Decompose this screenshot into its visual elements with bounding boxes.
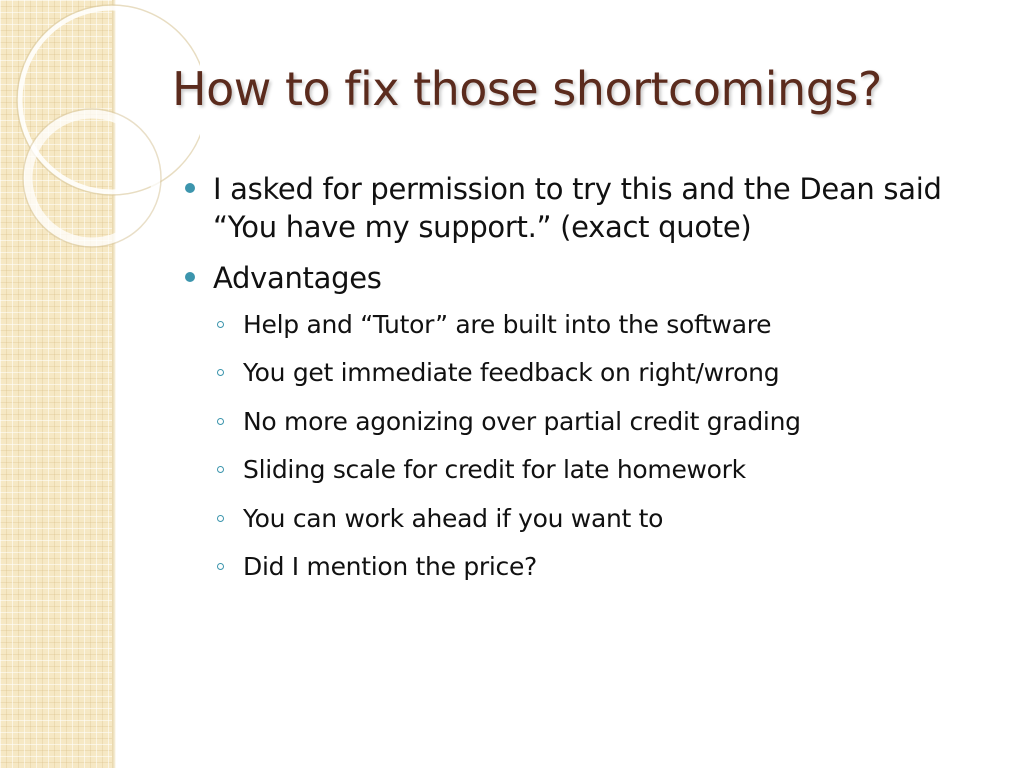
sub-bullet-text: Sliding scale for credit for late homework [243,455,746,485]
bullet-dot-icon [185,272,195,282]
sub-bullet-text: You can work ahead if you want to [243,503,664,533]
bullet-item [183,170,983,247]
sub-bullet-list [183,309,983,584]
ring-bullet-icon [217,321,224,328]
sub-bullet-item [183,357,983,390]
bullet-text: I asked for permission to try this and the Dean said “You have my support.” (exact quote) [213,172,942,245]
ring-bullet-icon [217,563,224,570]
sub-bullet-text: No more agonizing over partial credit grading [243,406,801,436]
decorative-rings [0,0,200,260]
decorative-ring-small-shade [23,109,161,247]
bullet-item [183,259,983,297]
sub-bullet-text: You get immediate feedback on right/wrong [243,358,780,388]
ring-bullet-icon [217,369,224,376]
sub-bullet-item [183,551,983,584]
sub-bullet-text: Did I mention the price? [243,552,538,582]
sub-bullet-item [183,454,983,487]
ring-bullet-icon [217,515,224,522]
sub-bullet-item [183,309,983,342]
bullet-dot-icon [185,183,195,193]
sub-bullet-text: Help and “Tutor” are built into the software [243,309,772,339]
sub-bullet-item [183,503,983,536]
decorative-ring-small [28,114,156,242]
bullet-text: Advantages [213,260,382,295]
sub-bullet-item [183,406,983,439]
bullet-list [183,170,983,600]
ring-bullet-icon [217,466,224,473]
slide-title: How to fix those shortcomings? [172,62,882,116]
ring-bullet-icon [217,418,224,425]
